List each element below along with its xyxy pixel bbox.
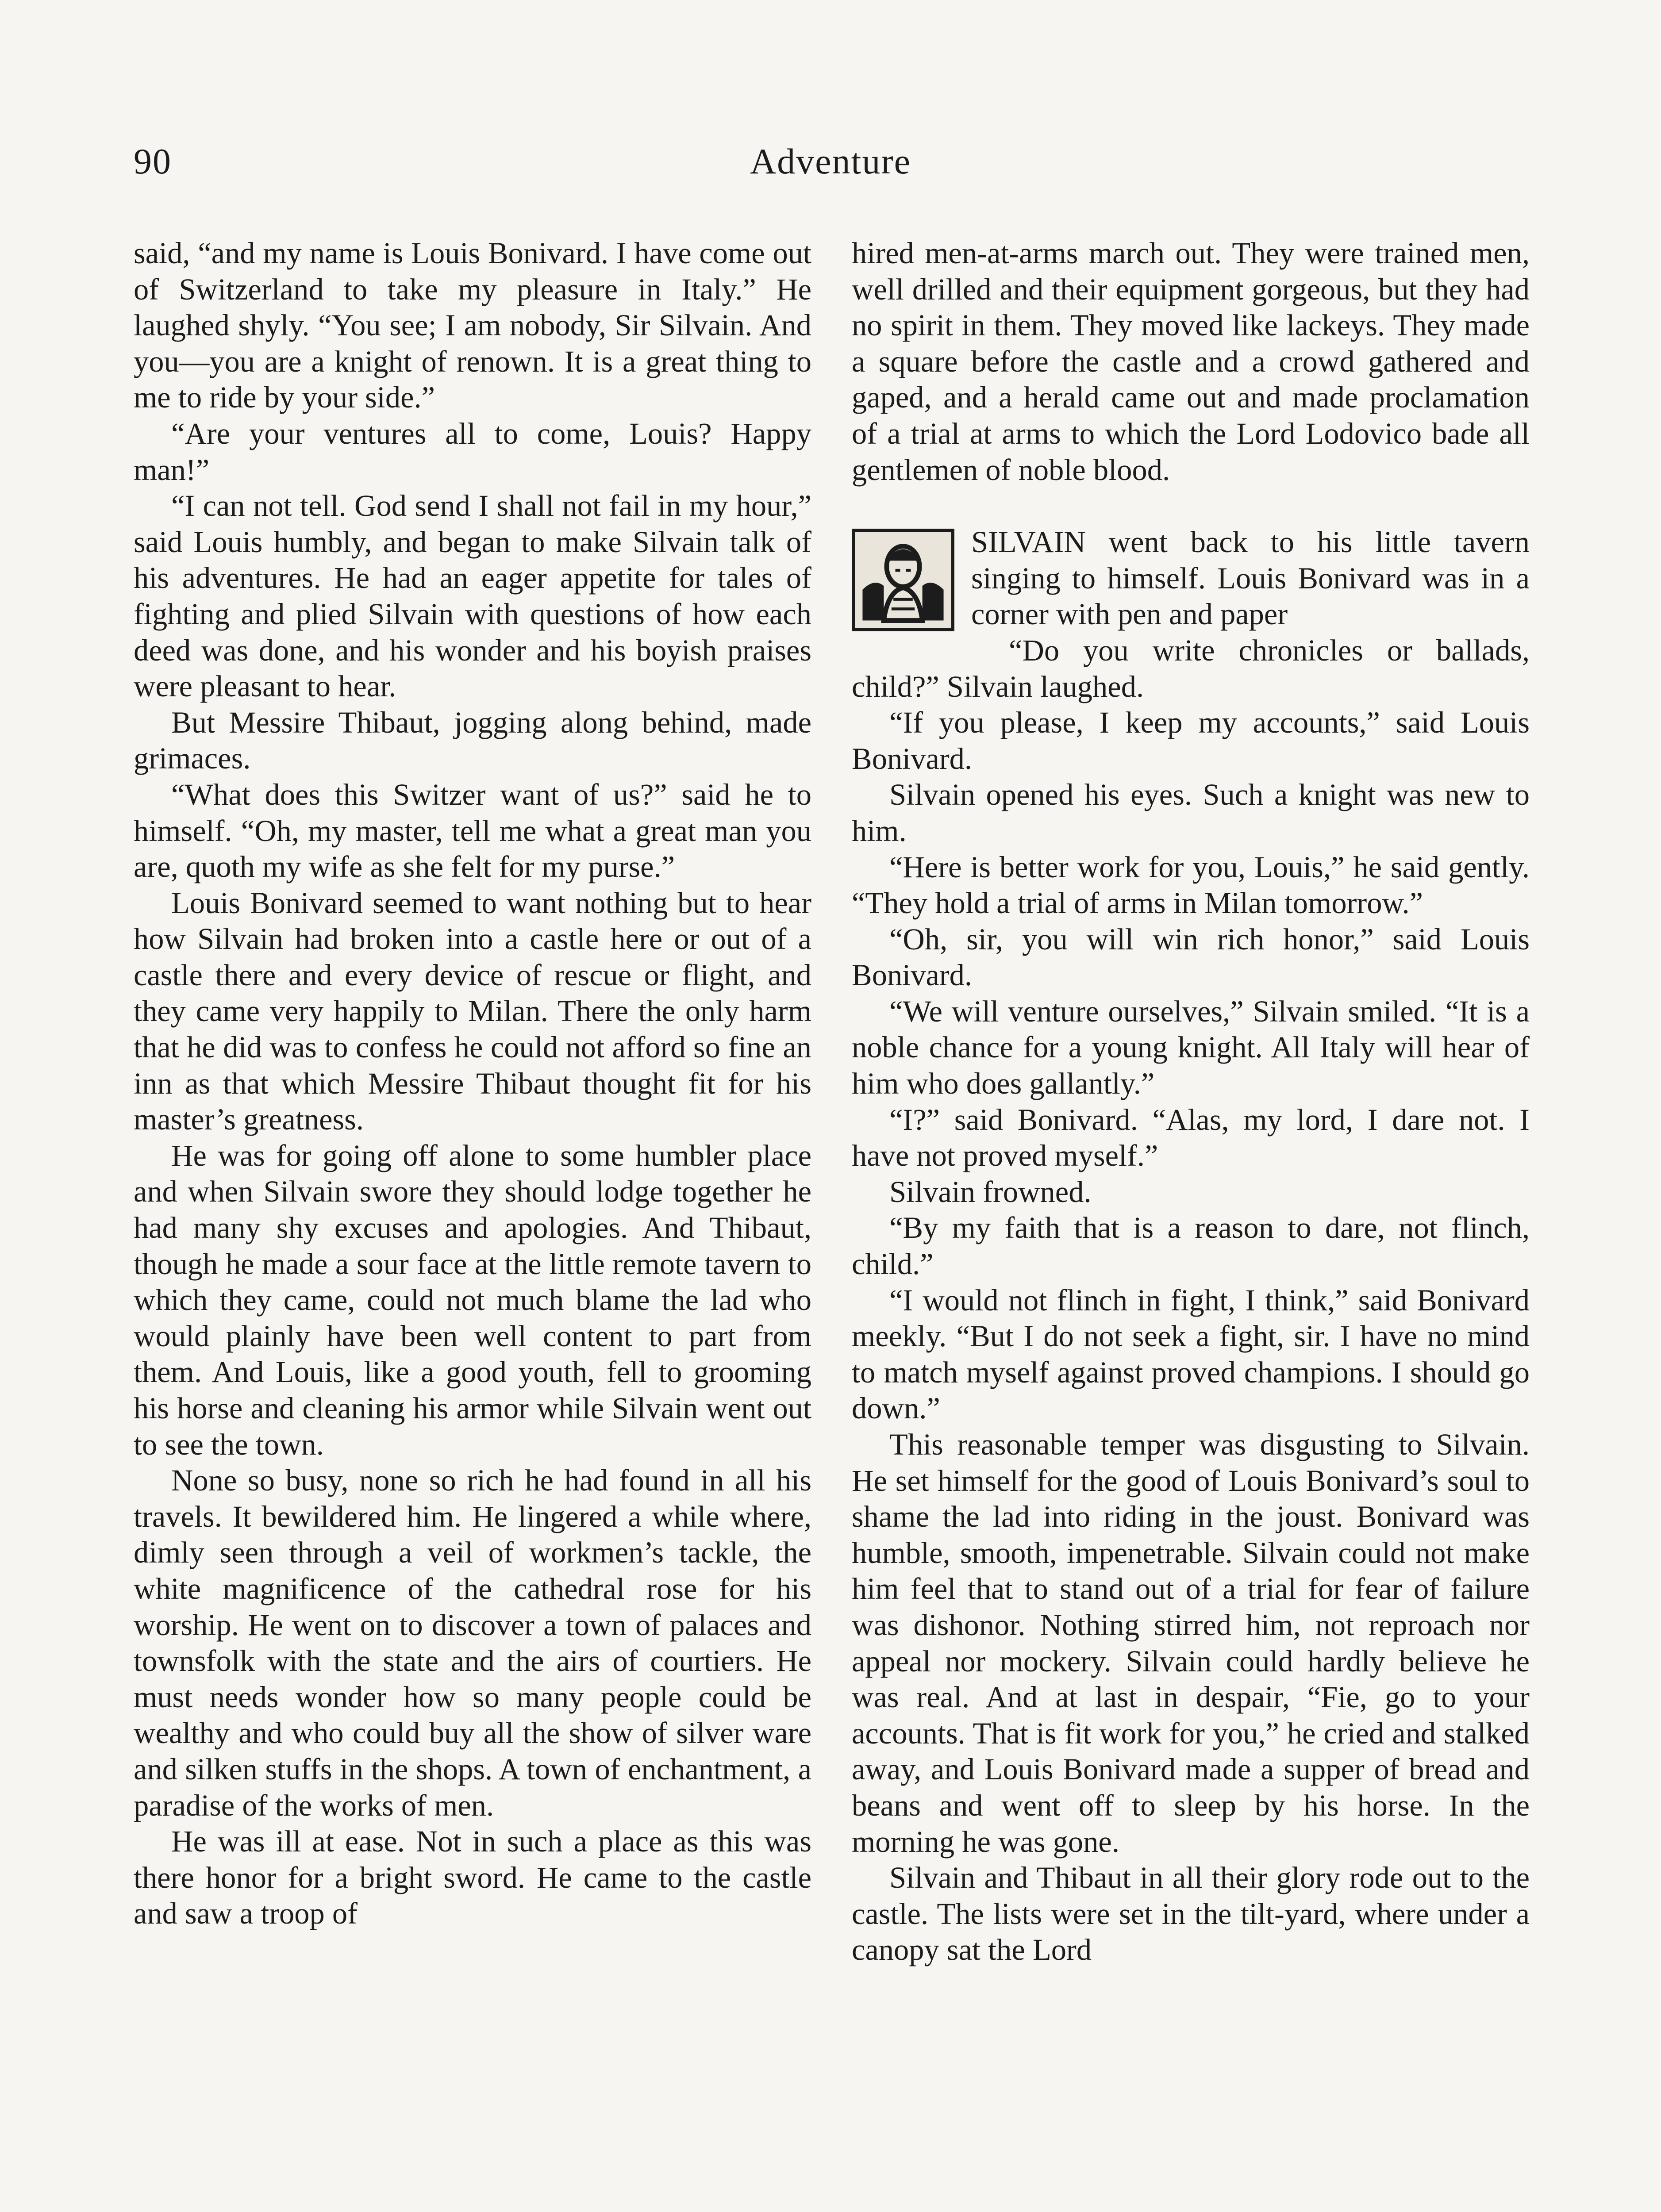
paragraph: But Messire Thibaut, jogging along behind, made grimaces. [134, 705, 811, 776]
running-title: Adventure [750, 141, 911, 181]
paragraph: He was for going off alone to some humbler place and when Silvain swore they should lodge together he had many shy excuses and apologies. And Thibaut, though he made a sour face at the little remote tavern to which they came, could not much blame the lad who would plainly have been well content to part from them. And Louis, like a good youth, fell to grooming his horse and cleaning his armor while Silvain went out to see the town. [134, 1138, 811, 1461]
paragraph: He was ill at ease. Not in such a place as this was there honor for a bright sword. He came to the castle and saw a troop of [134, 1824, 811, 1931]
dropcap-paragraph-block [852, 524, 1530, 633]
paragraph: Louis Bonivard seemed to want nothing but to hear how Silvain had broken into a castle here or out of a castle there and every device of rescue or flight, and they came very happily to Milan. There the only harm that he did was to confess he could not afford so fine an inn as that which Messire Thibaut thought fit for his master’s greatness. [134, 886, 811, 1137]
paragraph: Silvain frowned. [889, 1175, 1092, 1209]
section-break [852, 488, 1530, 524]
paragraph: “Are your ventures all to come, Louis? Happy man!” [134, 416, 811, 487]
paragraph: “Oh, sir, you will win rich honor,” said Louis Bonivard. [852, 922, 1530, 992]
paragraph: “If you please, I keep my accounts,” said Louis Bonivard. [852, 706, 1530, 776]
paragraph: This reasonable temper was disgusting to Silvain. He set himself for the good of Louis Bonivard’s soul to shame the lad into riding in the joust. Bonivard was humble, smooth, impenetrable. Silvain could not make him feel that to stand out of a trial for fear of failure was dishonor. Nothing stirred him, not reproach nor appeal nor mockery. Silvain could hardly believe he was real. And at last in despair, “Fie, go to your accounts. That is fit work for you,” he cried and stalked away, and Louis Bonivard made a supper of bread and beans and went off to sleep by his horse. In the morning he was gone. [852, 1428, 1530, 1859]
left-column [134, 235, 811, 1932]
paragraph: “We will venture ourselves,” Silvain smiled. “It is a noble chance for a young knight. All Italy will hear of him who does gallantly.” [852, 994, 1530, 1101]
paragraph: Silvain opened his eyes. Such a knight was new to him. [852, 778, 1530, 848]
paragraph: said, “and my name is Louis Bonivard. I have come out of Switzerland to take my pleasure in Italy.” He laughed shyly. “You see; I am nobody, Sir Silvain. And you—you are a knight of renown. It is a great thing to me to ride by your side.” [134, 236, 811, 415]
paragraph: “I?” said Bonivard. “Alas, my lord, I dare not. I have not proved myself.” [852, 1102, 1530, 1173]
paragraph: “I can not tell. God send I shall not fail in my hour,” said Louis humbly, and began to make Silvain talk of his adventures. He had an eager appetite for tales of fighting and plied Silvain with questions of how each deed was done, and his wonder and his boyish praises were pleasant to hear. [134, 489, 811, 703]
illustrated-initial-icon [852, 529, 954, 631]
paragraph: “By my faith that is a reason to dare, not flinch, child.” [852, 1211, 1530, 1281]
paragraph: “I would not flinch in fight, I think,” said Bonivard meekly. “But I do not seek a fight, sir. I have no mind to match myself against proved champions. I should go down.” [852, 1283, 1530, 1425]
right-column [852, 235, 1530, 1968]
page-number: 90 [134, 141, 172, 181]
dropcap-paragraph: SILVAIN went back to his little tavern singing to himself. Louis Bonivard was in a corner with pen and paper [971, 525, 1530, 631]
paragraph: “Do you write chronicles or ballads, child?” Silvain laughed. [852, 633, 1530, 703]
paragraph: Silvain and Thibaut in all their glory rode out to the castle. The lists were set in the tilt-yard, where under a canopy sat the Lord [852, 1861, 1530, 1967]
paragraph: hired men-at-arms march out. They were trained men, well drilled and their equipment gorgeous, but they had no spirit in them. They moved like lackeys. They made a square before the castle and a crowd gathered and gaped, and a herald came out and made proclamation of a trial at arms to which the Lord Lodovico bade all gentlemen of noble blood. [852, 236, 1530, 487]
paragraph: None so busy, none so rich he had found in all his travels. It bewildered him. He lingered a while where, dimly seen through a veil of workmen’s tackle, the white magnificence of the cathedral rose for his worship. He went on to discover a town of palaces and townsfolk with the state and the airs of courtiers. He must needs wonder how so many people could be wealthy and who could buy all the show of silver ware and silken stuffs in the shops. A town of enchantment, a paradise of the works of men. [134, 1463, 811, 1822]
paragraph: “What does this Switzer want of us?” said he to himself. “Oh, my master, tell me what a great man you are, quoth my wife as she felt for my purse.” [134, 777, 811, 884]
paragraph: “Here is better work for you, Louis,” he said gently. “They hold a trial of arms in Milan tomorrow.” [852, 850, 1530, 920]
